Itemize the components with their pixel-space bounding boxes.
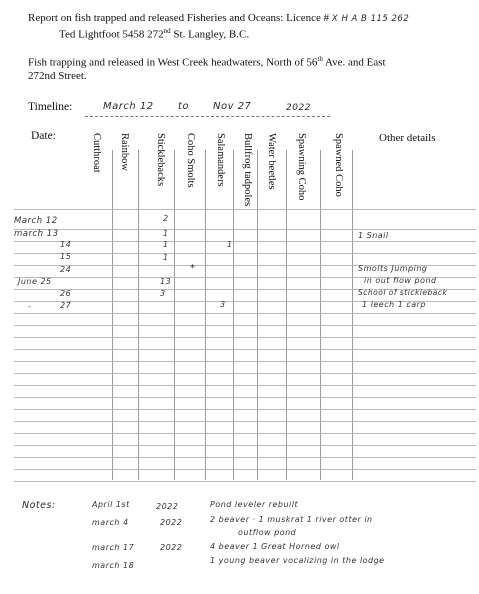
row-line	[14, 373, 476, 374]
location-line	[28, 55, 386, 69]
row-line	[14, 421, 476, 422]
sticklebacks-count: 1	[163, 229, 169, 238]
row-line	[14, 469, 476, 470]
col-divider	[233, 150, 234, 480]
row-mark: -	[28, 302, 32, 311]
note-year: 2022	[156, 502, 179, 511]
owner-address-text: Ted Lightfoot 5458 272	[59, 28, 164, 41]
timeline-end: Nov 27	[213, 101, 252, 112]
col-divider	[205, 150, 206, 480]
owner-address-rest: St. Langley, B.C.	[170, 28, 250, 41]
timeline-year: 2022	[286, 103, 311, 113]
sticklebacks-count: 1	[163, 240, 169, 249]
sticklebacks-count: 13	[160, 277, 172, 286]
location-text: Fish trapping and released in West Creek headwaters, North of 56	[28, 56, 318, 69]
row-line	[14, 445, 476, 446]
row-line	[14, 361, 476, 362]
location-line-2: 272nd Street.	[28, 70, 87, 82]
row-line	[14, 385, 476, 386]
other-details: 1 Snail	[358, 231, 389, 240]
note-text: Pond leveler rebuilt	[210, 500, 299, 509]
note-year: 2022	[160, 543, 183, 552]
row-date: March 12	[14, 216, 58, 226]
row-line	[14, 241, 476, 242]
row-date: 24	[60, 265, 72, 274]
owner-address	[59, 27, 249, 41]
note-year: 2022	[160, 518, 183, 527]
row-line	[14, 409, 476, 410]
sticklebacks-count: 3	[160, 289, 166, 298]
note-text: 1 young beaver vocalizing in the lodge	[210, 556, 385, 565]
report-title-text: Report on fish trapped and released Fisheries and Oceans: Licence #	[28, 12, 330, 24]
note-text: outflow pond	[238, 528, 297, 537]
salamanders-count: 3	[220, 300, 226, 309]
col-divider	[320, 150, 321, 480]
col-divider	[352, 150, 353, 480]
other-details: in out flow pond	[364, 276, 437, 285]
location-rest: Ave. and East	[322, 56, 386, 69]
col-rainbow: Rainbow	[119, 133, 130, 171]
sticklebacks-count: 2	[163, 214, 169, 223]
col-divider	[138, 150, 139, 480]
note-date: march 4	[92, 518, 129, 527]
row-line	[14, 337, 476, 338]
col-divider	[257, 150, 258, 480]
licence-number: X H A B 115 262	[331, 14, 410, 24]
note-text: 2 beaver · 1 muskrat 1 river otter in	[210, 515, 373, 524]
note-date: march 17	[92, 543, 135, 552]
col-bullfrog-tadpoles: Bullfrog tadpoles	[242, 133, 253, 207]
timeline-label: Timeline:	[28, 101, 73, 113]
row-line	[14, 349, 476, 350]
col-sticklebacks: Sticklebacks	[155, 133, 166, 187]
notes-label: Notes:	[22, 500, 56, 511]
row-line	[14, 253, 476, 254]
col-divider	[174, 150, 175, 480]
row-date: 26	[60, 289, 72, 298]
col-spawned-coho: Spawned Coho	[333, 133, 344, 197]
row-line	[14, 229, 476, 230]
row-date: 14	[60, 240, 72, 249]
timeline-start: March 12	[103, 101, 154, 112]
sticklebacks-count: 1	[163, 253, 169, 262]
col-cutthroat: Cutthroat	[91, 133, 102, 173]
row-line	[14, 481, 476, 482]
location-sup: th	[317, 55, 323, 63]
row-line	[14, 325, 476, 326]
note-date: April 1st	[92, 500, 130, 509]
other-details: School of stickleback	[358, 288, 448, 297]
col-coho-smolts: Coho Smolts	[185, 133, 196, 188]
row-line	[14, 397, 476, 398]
col-water-beetles: Water beetles	[266, 133, 277, 190]
timeline-to: to	[178, 101, 190, 112]
row-date: 27	[60, 301, 72, 310]
col-salamanders: Salamanders	[215, 133, 226, 187]
date-header: Date:	[31, 130, 56, 142]
note-text: 4 beaver 1 Great Horned owl	[210, 542, 340, 551]
other-details-header: Other details	[379, 132, 436, 144]
row-line	[14, 433, 476, 434]
other-details: 1 leech 1 carp	[362, 300, 427, 309]
row-line	[14, 457, 476, 458]
col-spawning-coho: Spawning Coho	[296, 133, 307, 201]
report-title	[28, 12, 409, 24]
row-line	[14, 313, 476, 314]
row-date: march 13	[14, 229, 59, 239]
timeline-underline	[85, 116, 330, 117]
other-details: Smolts Jumping	[358, 264, 428, 273]
col-divider	[286, 150, 287, 480]
owner-address-sup: nd	[163, 27, 171, 35]
row-line	[14, 209, 476, 210]
salamanders-count: 1	[227, 240, 233, 249]
note-date: march 18	[92, 561, 135, 570]
coho-smolts-mark: *	[190, 263, 196, 274]
row-date: 15	[60, 252, 72, 261]
col-divider	[112, 150, 113, 480]
row-date: June 25	[18, 277, 52, 286]
